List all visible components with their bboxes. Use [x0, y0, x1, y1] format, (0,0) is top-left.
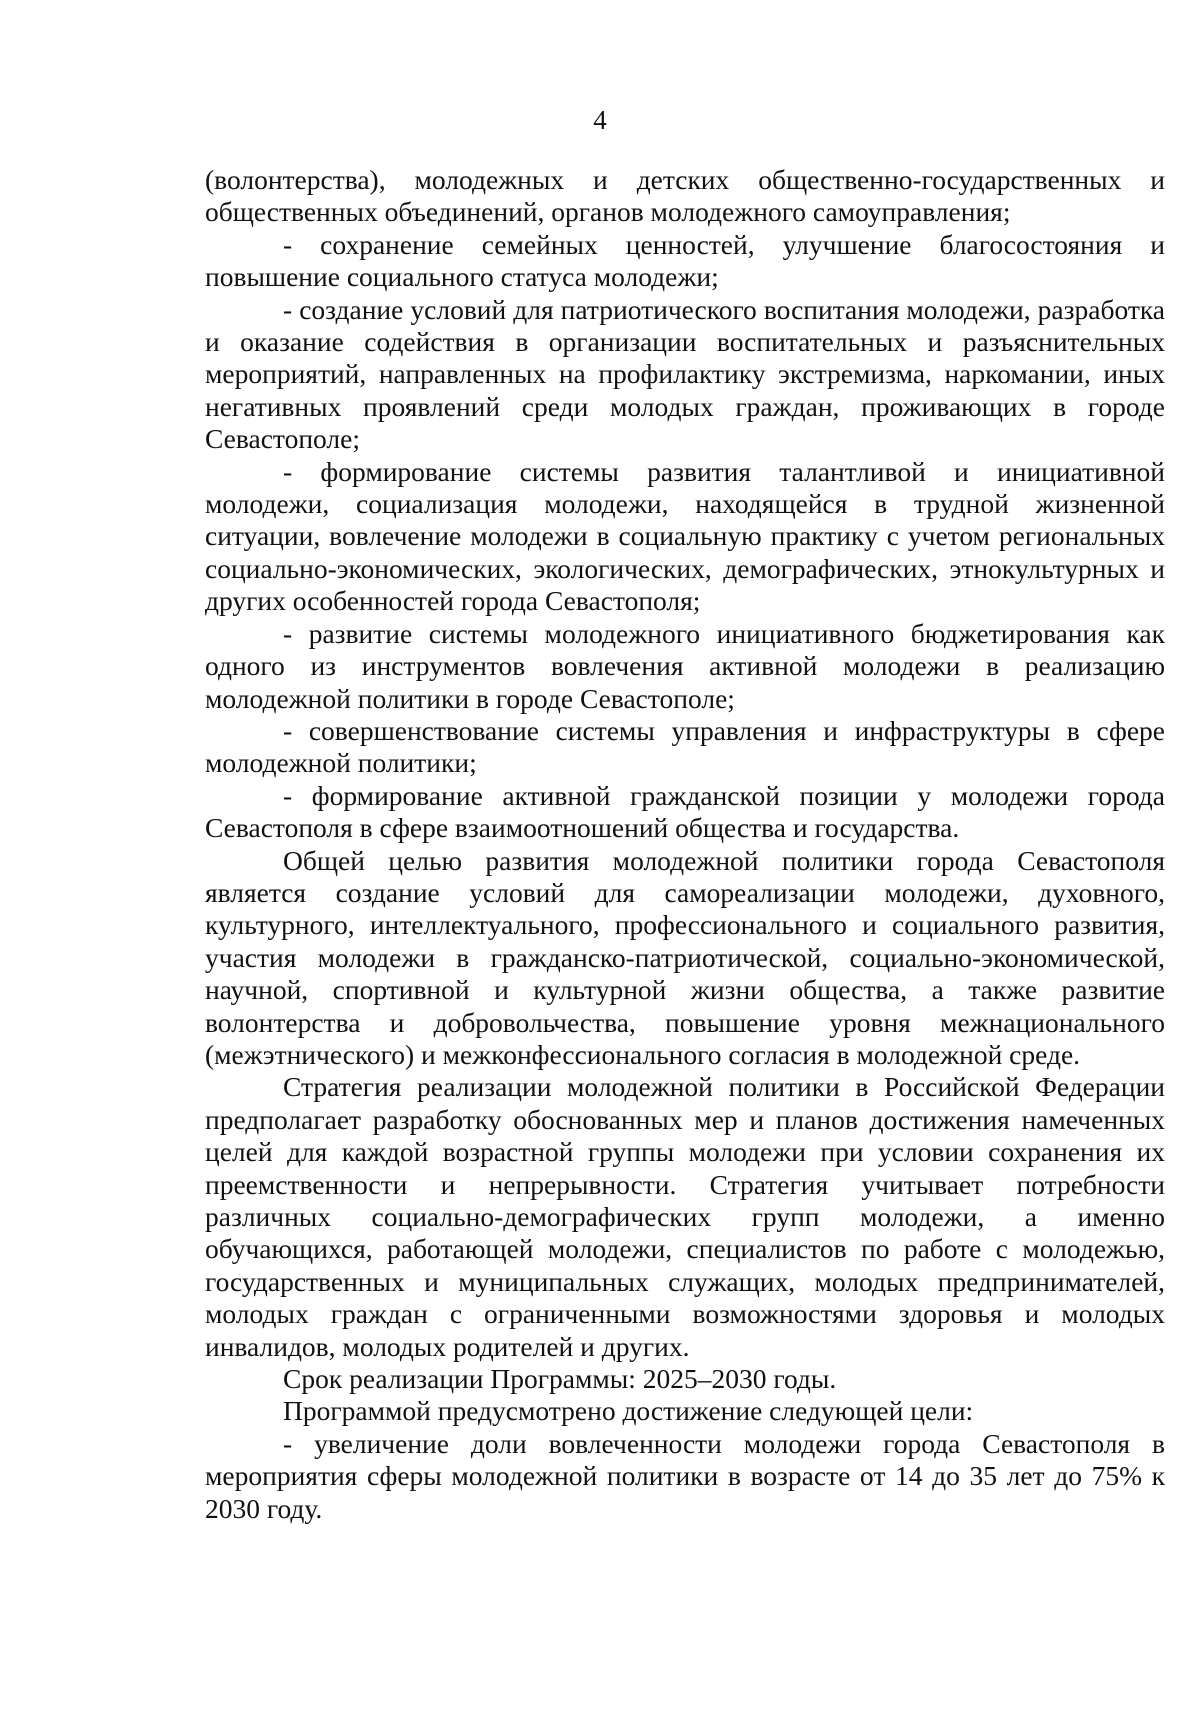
- paragraph: - формирование системы развития талантливой и инициативной молодежи, социализация молодежи, находящейся в трудной жизненной ситуации, вовлечение молодежи в социальную практику с учетом региональных социально-экономических, экологических, демографических, этнокультурных и других особенностей города Севастополя;: [205, 455, 1165, 617]
- paragraph: Стратегия реализации молодежной политики в Российской Федерации предполагает разработку обоснованных мер и планов достижения намеченных целей для каждой возрастной группы молодежи при условии сохранения их преемственности и непрерывности. Стратегия учитывает потребности различных социально-демографических групп молодежи, а именно обучающихся, работающей молодежи, специалистов по работе с молодежью, государственных и муниципальных служащих, молодых предпринимателей, молодых граждан с ограниченными возможностями здоровья и молодых инвалидов, молодых родителей и других.: [205, 1071, 1165, 1362]
- paragraph: (волонтерства), молодежных и детских общественно-государственных и общественных объединений, органов молодежного самоуправления;: [205, 164, 1165, 228]
- paragraph: Программой предусмотрено достижение следующей цели:: [283, 1395, 974, 1427]
- paragraph: - формирование активной гражданской позиции у молодежи города Севастополя в сфере взаимоотношений общества и государства.: [205, 779, 1165, 844]
- paragraph: - создание условий для патриотического воспитания молодежи, разработка и оказание содействия в организации воспитательных и разъяснительных мероприятий, направленных на профилактику экстремизма, наркомании, иных негативных проявлений среди молодых граждан, проживающих в городе Севастополе;: [205, 293, 1165, 455]
- page-number: 4: [593, 105, 607, 135]
- paragraph: Общей целью развития молодежной политики города Севастополя является создание условий для самореализации молодежи, духовного, культурного, интеллектуального, профессионального и социального развития, участия молодежи в гражданско-патриотической, социально-экономической, научной, спортивной и культурной жизни общества, а также развитие волонтерства и добровольчества, повышение уровня межнационального (межэтнического) и межконфессионального согласия в молодежной среде.: [205, 844, 1165, 1070]
- document-body: [205, 164, 1165, 1525]
- paragraph: - увеличение доли вовлеченности молодежи города Севастополя в мероприятия сферы молодежной политики в возрасте от 14 до 35 лет до 75% к 2030 году.: [205, 1427, 1165, 1524]
- paragraph: - сохранение семейных ценностей, улучшение благосостояния и повышение социального статуса молодежи;: [205, 228, 1165, 293]
- paragraph: - совершенствование системы управления и инфраструктуры в сфере молодежной политики;: [205, 714, 1165, 779]
- paragraph: - развитие системы молодежного инициативного бюджетирования как одного из инструментов вовлечения активной молодежи в реализацию молодежной политики в городе Севастополе;: [205, 617, 1165, 714]
- paragraph: Срок реализации Программы: 2025–2030 годы.: [283, 1363, 837, 1395]
